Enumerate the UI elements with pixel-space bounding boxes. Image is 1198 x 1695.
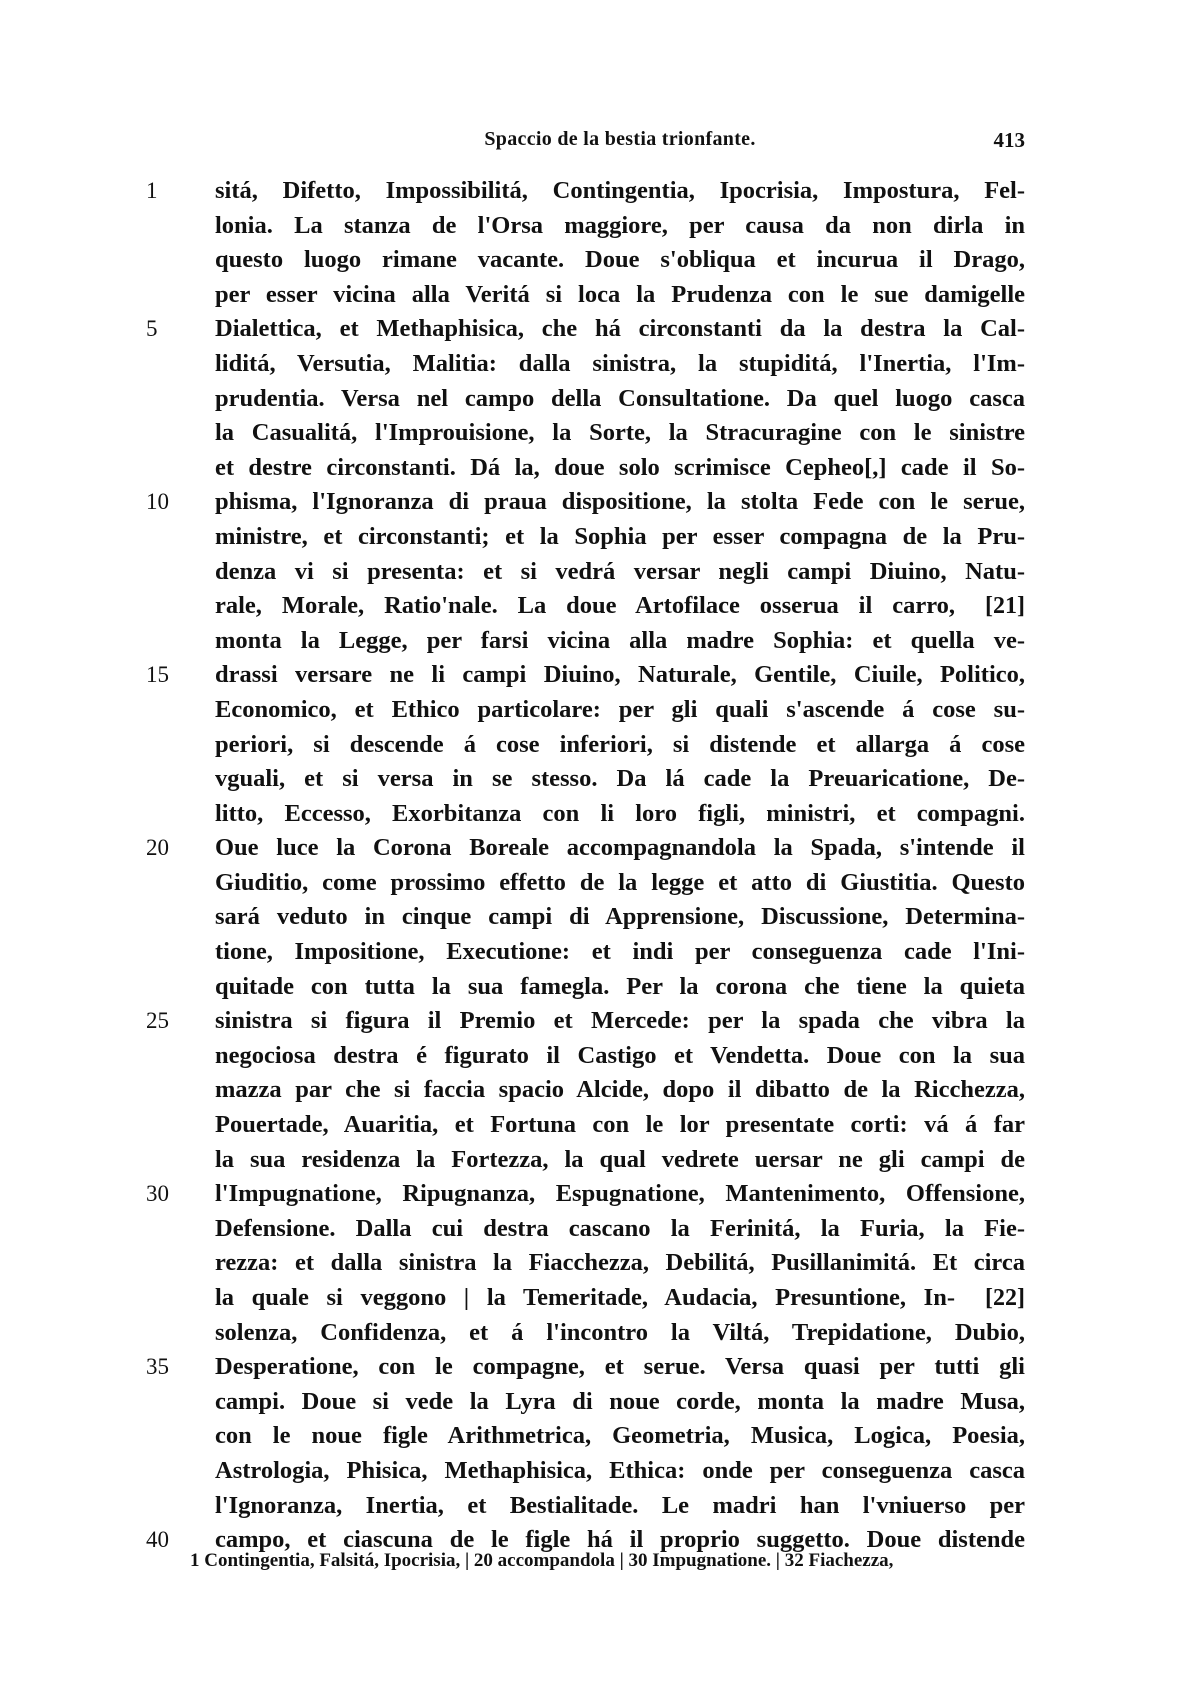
line-text: phisma, l'Ignoranza di praua dispositione, la stolta Fede con le serue, [215,488,1025,516]
line-text: campi. Doue si vede la Lyra di noue corde, monta la madre Musa, [215,1387,1025,1415]
text-line [0,935,1198,970]
line-text: periori, si descende á cose inferiori, si distende et allarga á cose [215,730,1025,758]
text-line [0,243,1198,278]
line-text: rezza: et dalla sinistra la Fiacchezza, Debilitá, Pusillanimitá. Et circa [215,1249,1025,1277]
line-text: Pouertade, Auaritia, et Fortuna con le lor presentate corti: vá á far [215,1111,1025,1139]
marginal-page-ref: [22] [970,1281,1025,1316]
text-line [0,1385,1198,1420]
text-line [0,347,1198,382]
text-line [0,451,1198,486]
line-text: negociosa destra é figurato il Castigo et Vendetta. Doue con la sua [215,1041,1025,1069]
text-line [0,1108,1198,1143]
line-number: 35 [146,1354,169,1380]
marginal-page-ref: [21] [970,589,1025,624]
line-text: sitá, Difetto, Impossibilitá, Contingentia, Ipocrisia, Impostura, Fel- [215,177,1025,204]
text-line [0,589,1198,624]
line-text: l'Impugnatione, Ripugnanza, Espugnatione, Mantenimento, Offensione, [215,1180,1025,1208]
line-number: 20 [146,835,169,861]
text-line [0,312,1198,347]
text-line [0,866,1198,901]
text-line [0,485,1198,520]
line-text: tione, Impositione, Executione: et indi per conseguenza cade l'Ini- [215,938,1025,966]
text-line [0,624,1198,659]
text-line [0,762,1198,797]
text-line [0,1489,1198,1524]
line-text: litto, Eccesso, Exorbitanza con li loro figli, ministri, et compagni. [215,799,1025,827]
running-head [215,128,1025,158]
text-line [0,728,1198,763]
text-line [0,416,1198,451]
line-text: campo, et ciascuna de le figle há il proprio suggetto. Doue distende [215,1526,1025,1554]
line-text: Desperatione, con le compagne, et serue. Versa quasi per tutti gli [215,1353,1025,1381]
line-text: sinistra si figura il Premio et Mercede: per la spada che vibra la [215,1007,1025,1035]
body-text [0,174,1198,1558]
line-text: Astrologia, Phisica, Methaphisica, Ethica: onde per conseguenza casca [215,1456,1025,1484]
line-number: 10 [146,489,169,515]
text-line [0,1143,1198,1178]
text-line [0,209,1198,244]
line-text: Dialettica, et Methaphisica, che há circonstanti da la destra la Cal- [215,315,1025,343]
text-line [0,1039,1198,1074]
text-line [0,174,1198,209]
text-line [0,797,1198,832]
page-number: 413 [993,128,1025,152]
line-number: 1 [146,178,158,203]
line-text: liditá, Versutia, Malitia: dalla sinistra, la stupiditá, l'Inertia, l'Im- [215,349,1025,377]
line-text: l'Ignoranza, Inertia, et Bestialitade. Le madri han l'vniuerso per [215,1491,1025,1519]
text-line [0,1004,1198,1039]
line-text: Giuditio, come prossimo effetto de la legge et atto di Giustitia. Questo [215,868,1025,896]
text-line [0,970,1198,1005]
text-line [0,1454,1198,1489]
line-text: mazza par che si faccia spacio Alcide, dopo il dibatto de la Ricchezza, [215,1076,1025,1104]
text-line [0,1316,1198,1351]
line-text: rale, Morale, Ratio'nale. La doue Artofilace osserua il carro, [215,592,955,620]
text-line [0,900,1198,935]
line-number: 40 [146,1527,169,1553]
line-text: la Casualitá, l'Improuisione, la Sorte, la Stracuragine con le sinistre [215,419,1025,447]
line-text: quitade con tutta la sua famegla. Per la corona che tiene la quieta [215,972,1025,1000]
footnote: 1 Contingentia, Falsitá, Ipocrisia, | 20 accompandola | 30 Impugnatione. | 32 Fiachezza, [190,1550,894,1571]
text-line [0,1281,1198,1316]
running-title: Spaccio de la bestia trionfante. [484,128,756,150]
line-text: vguali, et si versa in se stesso. Da lá cade la Preuaricatione, De- [215,765,1025,793]
text-line [0,382,1198,417]
text-line [0,555,1198,590]
line-text: la sua residenza la Fortezza, la qual vedrete uersar ne gli campi de [215,1145,1025,1173]
line-number: 30 [146,1181,169,1207]
line-text: la quale si veggono | la Temeritade, Audacia, Presuntione, In- [215,1284,955,1311]
line-text: sará veduto in cinque campi di Apprensione, Discussione, Determina- [215,903,1025,931]
text-line [0,1350,1198,1385]
line-text: prudentia. Versa nel campo della Consultatione. Da quel luogo casca [215,384,1025,412]
line-text: Economico, et Ethico particolare: per gli quali s'ascende á cose su- [215,695,1025,723]
line-number: 25 [146,1008,169,1034]
line-text: per esser vicina alla Veritá si loca la Prudenza con le sue damigelle [215,280,1025,308]
text-line [0,831,1198,866]
text-line [0,1246,1198,1281]
text-line [0,1419,1198,1454]
text-line [0,1177,1198,1212]
line-text: denza vi si presenta: et si vedrá versar negli campi Diuino, Natu- [215,557,1025,585]
line-text: monta la Legge, per farsi vicina alla madre Sophia: et quella ve- [215,626,1025,654]
text-line [0,278,1198,313]
line-text: con le noue figle Arithmetrica, Geometria, Musica, Logica, Poesia, [215,1422,1025,1450]
line-text: et destre circonstanti. Dá la, doue solo scrimisce Cepheo[,] cade il So- [215,453,1025,481]
line-text: Defensione. Dalla cui destra cascano la Ferinitá, la Furia, la Fie- [215,1214,1025,1242]
text-line [0,658,1198,693]
line-text: Oue luce la Corona Boreale accompagnandola la Spada, s'intende il [215,834,1025,862]
text-line [0,1212,1198,1247]
line-text: lonia. La stanza de l'Orsa maggiore, per causa da non dirla in [215,211,1025,239]
line-text: questo luogo rimane vacante. Doue s'obliqua et incurua il Drago, [215,246,1025,274]
line-text: solenza, Confidenza, et á l'incontro la Viltá, Trepidatione, Dubio, [215,1318,1025,1346]
line-text: drassi versare ne li campi Diuino, Naturale, Gentile, Ciuile, Politico, [215,661,1025,689]
line-number: 5 [146,316,158,342]
text-line [0,520,1198,555]
text-line [0,1073,1198,1108]
line-number: 15 [146,662,169,688]
line-text: ministre, et circonstanti; et la Sophia per esser compagna de la Pru- [215,522,1025,550]
text-line [0,693,1198,728]
